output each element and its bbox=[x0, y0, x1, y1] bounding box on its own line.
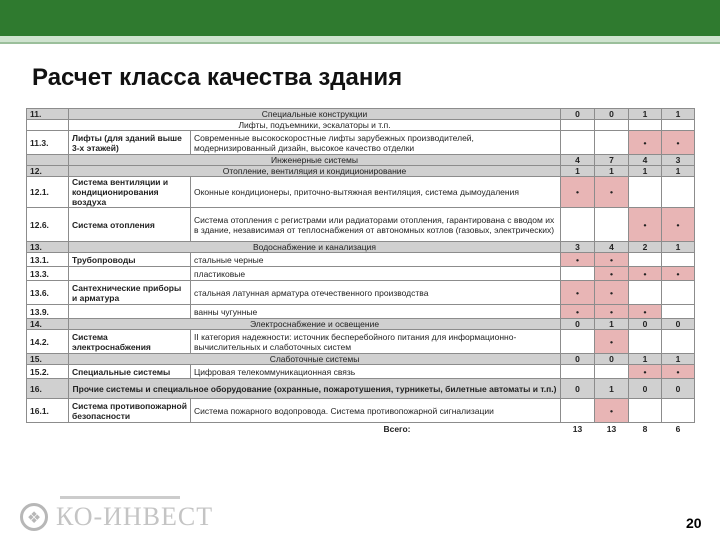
item-name: Сантехнические приборы и арматура bbox=[69, 281, 191, 305]
score-cell bbox=[662, 177, 695, 208]
table-row bbox=[27, 166, 695, 177]
score-cell: 2 bbox=[629, 242, 662, 253]
score-cell: • bbox=[629, 131, 662, 155]
score-cell: 0 bbox=[561, 109, 595, 120]
score-cell: 3 bbox=[561, 242, 595, 253]
item-description: Система пожарного водопровода. Система противопожарной сигнализации bbox=[191, 399, 561, 423]
item-description: II категория надежности: источник бесперебойного питания для информационно-вычислительных и слаботочных систем bbox=[191, 330, 561, 354]
score-cell: 1 bbox=[595, 319, 629, 330]
score-cell: 0 bbox=[595, 354, 629, 365]
quality-class-table bbox=[26, 108, 695, 435]
item-description: ванны чугунные bbox=[191, 305, 561, 319]
table-row bbox=[27, 305, 695, 319]
score-cell bbox=[629, 253, 662, 267]
score-cell: 1 bbox=[595, 379, 629, 399]
row-number: 13.3. bbox=[27, 267, 69, 281]
row-number: 13.1. bbox=[27, 253, 69, 267]
row-number: 11.3. bbox=[27, 131, 69, 155]
score-cell: • bbox=[595, 253, 629, 267]
score-cell bbox=[662, 120, 695, 131]
score-cell: 1 bbox=[595, 166, 629, 177]
item-name: Специальные системы bbox=[69, 365, 191, 379]
score-cell: • bbox=[629, 208, 662, 242]
item-name: Система противопожарной безопасности bbox=[69, 399, 191, 423]
header-band bbox=[0, 0, 720, 40]
total-value: 6 bbox=[675, 423, 681, 434]
table-row bbox=[27, 120, 695, 131]
footer-rule bbox=[60, 496, 180, 499]
logo-emblem-icon: ❖ bbox=[20, 503, 48, 531]
table-row bbox=[27, 354, 695, 365]
item-description: Современные высокоскоростные лифты зарубежных производителей, модернизированный дизайн, высокое качество отделки bbox=[191, 131, 561, 155]
item-description: стальные черные bbox=[191, 253, 561, 267]
score-cell: 7 bbox=[595, 155, 629, 166]
row-number: 13. bbox=[27, 242, 69, 253]
table-row bbox=[27, 423, 695, 435]
row-number: 12.1. bbox=[27, 177, 69, 208]
table-row bbox=[27, 242, 695, 253]
score-cell bbox=[595, 208, 629, 242]
row-number: 15.2. bbox=[27, 365, 69, 379]
score-cell bbox=[561, 330, 595, 354]
score-cell: • bbox=[662, 131, 695, 155]
table-row bbox=[27, 131, 695, 155]
item-name: Система электроснабжения bbox=[69, 330, 191, 354]
section-name: Водоснабжение и канализация bbox=[69, 242, 561, 253]
item-description: Оконные кондиционеры, приточно-вытяжная вентиляция, система дымоудаления bbox=[191, 177, 561, 208]
table-row bbox=[27, 379, 695, 399]
item-description: Система отопления с регистрами или радиаторами отопления, гарантирована с вводом их в здание, независимая от теплоснабжения от автономных котлов (газовых, электрических) bbox=[191, 208, 561, 242]
item-description: стальная латунная арматура отечественного производства bbox=[191, 281, 561, 305]
total-value: 13 bbox=[572, 423, 583, 434]
score-cell: 1 bbox=[629, 109, 662, 120]
score-cell: • bbox=[595, 281, 629, 305]
total-value: 8 bbox=[642, 423, 648, 434]
item-name: Система вентиляции и кондиционирования воздуха bbox=[69, 177, 191, 208]
score-cell: 4 bbox=[629, 155, 662, 166]
score-cell: • bbox=[595, 305, 629, 319]
row-number: 14. bbox=[27, 319, 69, 330]
score-cell: • bbox=[561, 253, 595, 267]
section-name: Электроснабжение и освещение bbox=[69, 319, 561, 330]
item-description: пластиковые bbox=[191, 267, 561, 281]
table-row bbox=[27, 177, 695, 208]
score-cell bbox=[629, 330, 662, 354]
row-number: 15. bbox=[27, 354, 69, 365]
item-name bbox=[69, 305, 191, 319]
score-cell bbox=[662, 281, 695, 305]
score-cell: 3 bbox=[662, 155, 695, 166]
score-cell bbox=[561, 399, 595, 423]
table-row bbox=[27, 399, 695, 423]
section-name: Прочие системы и специальное оборудование (охранные, пожаротушения, турникеты, билетные автоматы и т.п.) bbox=[69, 379, 561, 399]
row-number: 16.1. bbox=[27, 399, 69, 423]
row-number: 14.2. bbox=[27, 330, 69, 354]
section-name: Специальные конструкции bbox=[69, 109, 561, 120]
score-cell: 0 bbox=[662, 379, 695, 399]
score-cell bbox=[595, 365, 629, 379]
score-cell bbox=[662, 253, 695, 267]
row-number: 12.6. bbox=[27, 208, 69, 242]
header-stripe-thin bbox=[0, 42, 720, 44]
table-row bbox=[27, 267, 695, 281]
score-cell: • bbox=[561, 305, 595, 319]
score-cell: • bbox=[629, 267, 662, 281]
score-cell: 0 bbox=[561, 354, 595, 365]
row-number: 13.9. bbox=[27, 305, 69, 319]
item-name: Лифты (для зданий выше 3-х этажей) bbox=[69, 131, 191, 155]
score-cell bbox=[561, 365, 595, 379]
row-number bbox=[27, 155, 69, 166]
score-cell: • bbox=[595, 177, 629, 208]
row-number: 12. bbox=[27, 166, 69, 177]
score-cell bbox=[561, 267, 595, 281]
subgroup-label: Лифты, подъемники, эскалаторы и т.п. bbox=[69, 120, 561, 131]
row-number bbox=[27, 120, 69, 131]
total-label: Всего: bbox=[383, 423, 411, 434]
score-cell: 1 bbox=[662, 109, 695, 120]
logo-text: КО-ИНВЕСТ bbox=[56, 502, 214, 531]
table-row bbox=[27, 208, 695, 242]
score-cell: • bbox=[662, 267, 695, 281]
score-cell: 1 bbox=[629, 354, 662, 365]
item-name bbox=[69, 267, 191, 281]
section-name: Слаботочные системы bbox=[69, 354, 561, 365]
score-cell bbox=[595, 120, 629, 131]
item-name: Система отопления bbox=[69, 208, 191, 242]
score-cell: • bbox=[595, 330, 629, 354]
row-number: 13.6. bbox=[27, 281, 69, 305]
score-cell bbox=[662, 399, 695, 423]
row-number: 11. bbox=[27, 109, 69, 120]
page-number: 20 bbox=[686, 515, 702, 531]
score-cell bbox=[561, 120, 595, 131]
table-row bbox=[27, 330, 695, 354]
score-cell: • bbox=[662, 208, 695, 242]
score-cell: 0 bbox=[662, 319, 695, 330]
table-row bbox=[27, 319, 695, 330]
score-cell: • bbox=[662, 365, 695, 379]
score-cell: 1 bbox=[662, 166, 695, 177]
score-cell bbox=[561, 208, 595, 242]
score-cell: 4 bbox=[595, 242, 629, 253]
score-cell: 0 bbox=[595, 109, 629, 120]
total-value: 13 bbox=[606, 423, 617, 434]
score-cell: 0 bbox=[629, 319, 662, 330]
company-logo bbox=[20, 500, 213, 534]
score-cell: • bbox=[629, 365, 662, 379]
score-cell bbox=[662, 305, 695, 319]
quality-class-table-wrap bbox=[26, 108, 694, 486]
score-cell: 1 bbox=[662, 354, 695, 365]
score-cell: 4 bbox=[561, 155, 595, 166]
score-cell: • bbox=[629, 305, 662, 319]
section-name: Отопление, вентиляция и кондиционирование bbox=[69, 166, 561, 177]
table-row bbox=[27, 365, 695, 379]
score-cell: 0 bbox=[561, 319, 595, 330]
score-cell: • bbox=[561, 177, 595, 208]
score-cell: 1 bbox=[561, 166, 595, 177]
score-cell bbox=[629, 281, 662, 305]
score-cell: 1 bbox=[629, 166, 662, 177]
row-number: 16. bbox=[27, 379, 69, 399]
score-cell bbox=[629, 399, 662, 423]
score-cell bbox=[595, 131, 629, 155]
item-name: Трубопроводы bbox=[69, 253, 191, 267]
score-cell bbox=[662, 330, 695, 354]
table-row bbox=[27, 253, 695, 267]
score-cell bbox=[561, 131, 595, 155]
score-cell bbox=[629, 120, 662, 131]
table-row bbox=[27, 155, 695, 166]
score-cell bbox=[629, 177, 662, 208]
score-cell: • bbox=[595, 267, 629, 281]
score-cell: 0 bbox=[629, 379, 662, 399]
table-row bbox=[27, 281, 695, 305]
score-cell: 1 bbox=[662, 242, 695, 253]
score-cell: • bbox=[595, 399, 629, 423]
slide-title: Расчет класса качества здания bbox=[32, 64, 403, 91]
score-cell: 0 bbox=[561, 379, 595, 399]
score-cell: • bbox=[561, 281, 595, 305]
table-row bbox=[27, 109, 695, 120]
section-name: Инженерные системы bbox=[69, 155, 561, 166]
item-description: Цифровая телекоммуникационная связь bbox=[191, 365, 561, 379]
